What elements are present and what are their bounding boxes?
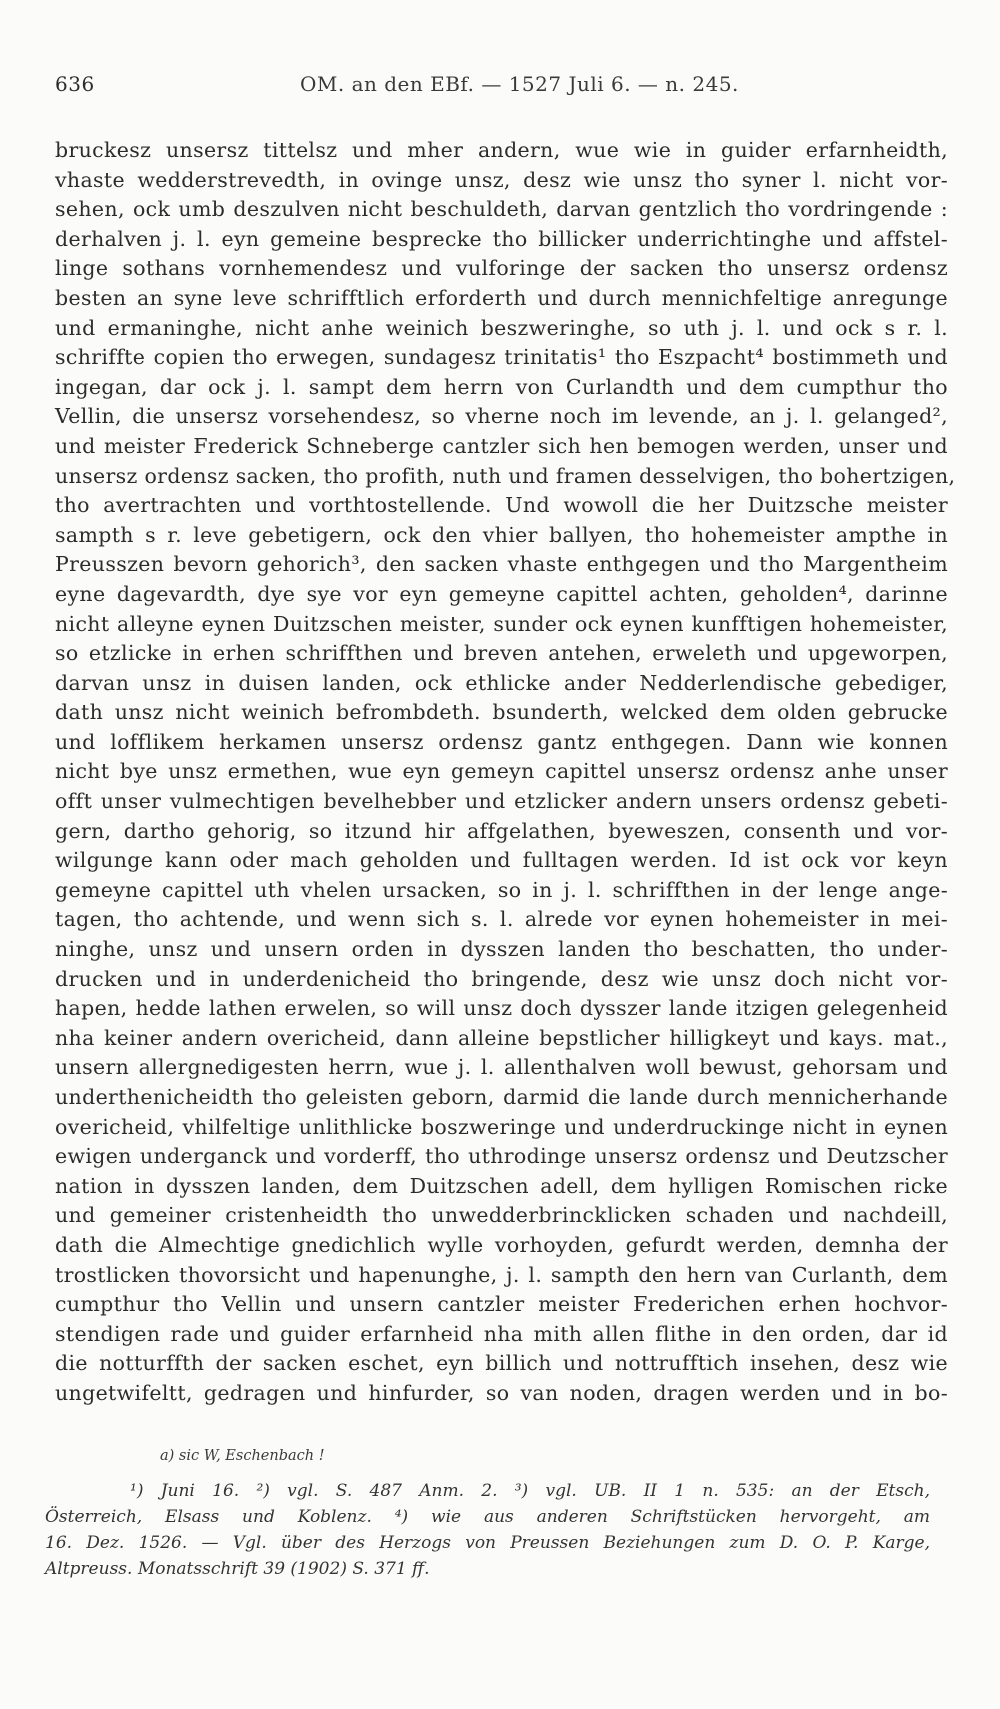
page-number: 636 — [55, 72, 95, 96]
text-line: bruckesz unsersz tittelsz und mher andern, wue wie in guider erfarnheidth, — [55, 138, 948, 162]
text-line: dath unsz nicht weinich befrombdeth. bsunderth, welcked dem olden gebrucke — [55, 700, 948, 725]
text-line: nicht alleyne eynen Duitzschen meister, sunder ock eynen kunfftigen hohemeister, — [55, 611, 948, 636]
text-line: und gemeiner cristenheidth tho unwedderbrincklicken schaden und nachdeill, — [55, 1203, 948, 1228]
text-line: die notturffth der sacken eschet, eyn billich und nottrufftich insehen, desz wie — [55, 1351, 948, 1376]
text-line: nicht bye unsz ermethen, wue eyn gemeyn capittel unsersz ordensz anhe unser — [55, 759, 948, 784]
page-header — [55, 72, 955, 102]
text-line: besten an syne leve schrifftlich erforderth und durch mennichfeltige anregunge — [55, 285, 948, 310]
text-line: tagen, tho achtende, und wenn sich s. l. alrede vor eynen hohemeister in mei- — [55, 907, 948, 932]
text-line: overicheid, vhilfeltige unlithlicke boszweringe und underdruckinge nicht in eynen — [55, 1114, 948, 1139]
text-line: nation in dysszen landen, dem Duitzschen adell, dem hylligen Romischen ricke — [55, 1173, 948, 1198]
text-line: sehen, ock umb deszulven nicht beschuldeth, darvan gentzlich tho vordringende : — [55, 197, 948, 222]
text-line: ninghe, unsz und unsern orden in dysszen landen tho beschatten, tho under- — [55, 937, 948, 962]
text-line: underthenicheidth tho geleisten geborn, darmid die lande durch mennicherhande — [55, 1085, 948, 1109]
text-line: darvan unsz in duisen landen, ock ethlicke ander Nedderlendische gebediger, — [55, 670, 948, 695]
text-line: sampth s r. leve gebetigern, ock den vhier ballyen, tho hohemeister ampthe in — [55, 522, 948, 547]
text-line: eyne dagevardth, dye sye vor eyn gemeyne capittel achten, geholden⁴, darinne — [55, 581, 948, 606]
text-line: und ermaninghe, nicht anhe weinich beszweringhe, so uth j. l. und ock s r. l. — [55, 315, 948, 340]
footnote-line: ¹) Juni 16. ²) vgl. S. 487 Anm. 2. ³) vgl. UB. II 1 n. 535: an der Etsch, — [130, 1481, 930, 1501]
text-line: ingegan, dar ock j. l. sampt dem herrn von Curlandth und dem cumpthur tho — [55, 374, 948, 399]
text-line: gemeyne capittel uth vhelen ursacken, so in j. l. schriffthen in der lenge ange- — [55, 877, 948, 902]
text-line: offt unser vulmechtigen bevelhebber und etzlicker andern unsers ordensz gebeti- — [55, 789, 948, 814]
running-title: OM. an den EBf. — 1527 Juli 6. — n. 245. — [300, 72, 739, 96]
text-line: dath die Almechtige gnedichlich wylle vorhoyden, gefurdt werden, demnha der — [55, 1232, 948, 1257]
text-line: unsern allergnedigesten herrn, wue j. l. allenthalven woll bewust, gehorsam und — [55, 1055, 948, 1080]
text-line: cumpthur tho Vellin und unsern cantzler meister Frederichen erhen hochvor- — [55, 1292, 948, 1317]
footnote-line: Österreich, Elsass und Koblenz. ⁴) wie aus anderen Schriftstücken hervorgeht, am — [45, 1507, 930, 1527]
text-line: stendigen rade und guider erfarnheid nha mith allen flithe in den orden, dar id — [55, 1321, 948, 1346]
text-line: tho avertrachten und vorthtostellende. Und wowoll die her Duitzsche meister — [55, 493, 948, 518]
text-line: linge sothans vornhemendesz und vulforinge der sacken tho unsersz ordensz — [55, 256, 948, 281]
text-line: unsersz ordensz sacken, tho profith, nuth und framen desselvigen, tho bohertzigen, — [55, 463, 956, 488]
text-line: hapen, hedde lathen erwelen, so will unsz doch dysszer lande itzigen gelegenheid — [55, 996, 948, 1021]
text-line: Preusszen bevorn gehorich³, den sacken vhaste enthgegen und tho Margentheim — [55, 552, 948, 577]
text-line: wilgunge kann oder mach geholden und fulltagen werden. Id ist ock vor keyn — [55, 848, 948, 873]
text-line: gern, dartho gehorig, so itzund hir affgelathen, byeweszen, consenth und vor- — [55, 818, 948, 843]
text-line: und lofflikem herkamen unsersz ordensz gantz enthgegen. Dann wie konnen — [55, 729, 948, 754]
text-line: schriffte copien tho erwegen, sundagesz trinitatis¹ tho Eszpacht⁴ bostimmeth und — [55, 345, 948, 370]
text-line: drucken und in underdenicheid tho bringende, desz wie unsz doch nicht vor- — [55, 966, 948, 991]
text-line: und meister Frederick Schneberge cantzler sich hen bemogen werden, unser und — [55, 433, 948, 458]
text-line: Vellin, die unsersz vorsehendesz, so vherne noch im levende, an j. l. gelanged², — [55, 404, 948, 429]
footnote-line: 16. Dez. 1526. — Vgl. über des Herzogs von Preussen Beziehungen zum D. O. P. Karge, — [45, 1533, 930, 1553]
textual-note: a) sic W, Eschenbach ! — [160, 1448, 325, 1464]
text-line: trostlicken thovorsicht und hapenunghe, j. l. sampth den hern van Curlanth, dem — [55, 1262, 948, 1287]
footnote-line: Altpreuss. Monatsschrift 39 (1902) S. 371 ff. — [45, 1559, 430, 1579]
text-line: derhalven j. l. eyn gemeine besprecke tho billicker underrichtinghe und affstel- — [55, 226, 948, 251]
text-line: ungetwifeltt, gedragen und hinfurder, so van noden, dragen werden und in bo- — [55, 1380, 948, 1405]
text-line: ewigen underganck und vorderff, tho uthrodinge unsersz ordensz und Deutzscher — [55, 1144, 948, 1169]
text-line: so etzlicke in erhen schriffthen und breven antehen, erweleth und upgeworpen, — [55, 641, 948, 666]
body-text — [55, 136, 956, 1409]
text-line: vhaste wedderstrevedth, in ovinge unsz, desz wie unsz tho syner l. nicht vor- — [55, 167, 948, 192]
footnotes — [45, 1478, 930, 1582]
text-line: nha keiner andern overicheid, dann alleine bepstlicher hilligkeyt und kays. mat., — [55, 1025, 948, 1050]
